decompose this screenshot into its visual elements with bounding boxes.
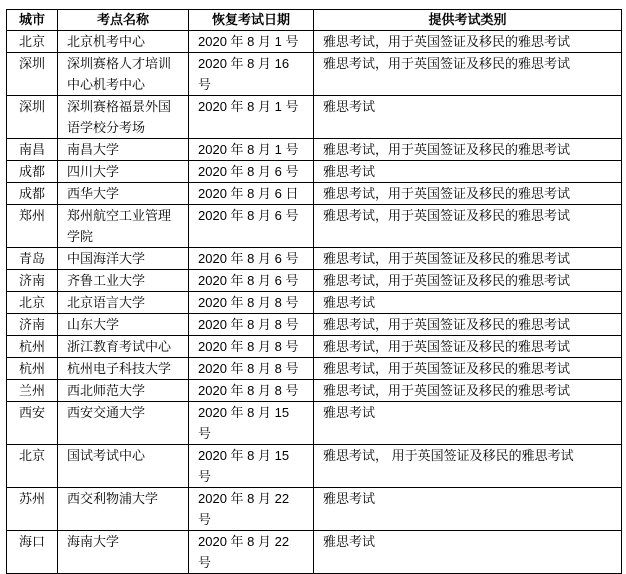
center-name-cell: 浙江教育考试中心	[58, 336, 189, 358]
resume-date-cell: 2020 年 8 月 15 号	[189, 445, 314, 488]
city-cell: 南昌	[7, 139, 58, 161]
table-row	[7, 205, 622, 248]
table-row	[7, 358, 622, 380]
table-row	[7, 402, 622, 445]
header-cell-center-name: 考点名称	[58, 10, 189, 31]
center-name-cell: 西北师范大学	[58, 380, 189, 402]
resume-date-cell: 2020 年 8 月 16 号	[189, 53, 314, 96]
center-name-cell: 国试考试中心	[58, 445, 189, 488]
city-cell: 海口	[7, 531, 58, 574]
city-cell: 成都	[7, 161, 58, 183]
city-cell: 西安	[7, 402, 58, 445]
table-row	[7, 270, 622, 292]
table-row	[7, 31, 622, 53]
table-row	[7, 183, 622, 205]
exam-types-cell: 雅思考试，用于英国签证及移民的雅思考试	[314, 270, 622, 292]
resume-date-cell: 2020 年 8 月 8 号	[189, 336, 314, 358]
resume-date-cell: 2020 年 8 月 6 号	[189, 270, 314, 292]
table-row	[7, 292, 622, 314]
header-row	[7, 10, 622, 31]
center-name-cell: 深圳赛格福景外国语学校分考场	[58, 96, 189, 139]
resume-date-cell: 2020 年 8 月 1 号	[189, 139, 314, 161]
exam-types-cell: 雅思考试	[314, 292, 622, 314]
table-row	[7, 161, 622, 183]
resume-date-cell: 2020 年 8 月 6 号	[189, 161, 314, 183]
city-cell: 成都	[7, 183, 58, 205]
exam-types-cell: 雅思考试， 用于英国签证及移民的雅思考试	[314, 445, 622, 488]
city-cell: 北京	[7, 292, 58, 314]
center-name-cell: 杭州电子科技大学	[58, 358, 189, 380]
center-name-cell: 西华大学	[58, 183, 189, 205]
center-name-cell: 深圳赛格人才培训中心机考中心	[58, 53, 189, 96]
center-name-cell: 中国海洋大学	[58, 248, 189, 270]
resume-date-cell: 2020 年 8 月 8 号	[189, 292, 314, 314]
exam-types-cell: 雅思考试，用于英国签证及移民的雅思考试	[314, 205, 622, 248]
exam-types-cell: 雅思考试，用于英国签证及移民的雅思考试	[314, 53, 622, 96]
exam-centers-table-container	[6, 9, 622, 574]
header-cell-resume-date: 恢复考试日期	[189, 10, 314, 31]
table-row	[7, 488, 622, 531]
exam-types-cell: 雅思考试	[314, 488, 622, 531]
table-row	[7, 314, 622, 336]
city-cell: 杭州	[7, 336, 58, 358]
table-row	[7, 96, 622, 139]
exam-types-cell: 雅思考试，用于英国签证及移民的雅思考试	[314, 380, 622, 402]
city-cell: 杭州	[7, 358, 58, 380]
exam-types-cell: 雅思考试，用于英国签证及移民的雅思考试	[314, 358, 622, 380]
city-cell: 济南	[7, 270, 58, 292]
center-name-cell: 山东大学	[58, 314, 189, 336]
center-name-cell: 西交利物浦大学	[58, 488, 189, 531]
table-row	[7, 248, 622, 270]
center-name-cell: 北京语言大学	[58, 292, 189, 314]
exam-types-cell: 雅思考试，用于英国签证及移民的雅思考试	[314, 31, 622, 53]
exam-types-cell: 雅思考试，用于英国签证及移民的雅思考试	[314, 139, 622, 161]
exam-types-cell: 雅思考试	[314, 161, 622, 183]
city-cell: 兰州	[7, 380, 58, 402]
resume-date-cell: 2020 年 8 月 6 号	[189, 205, 314, 248]
center-name-cell: 南昌大学	[58, 139, 189, 161]
city-cell: 深圳	[7, 96, 58, 139]
center-name-cell: 齐鲁工业大学	[58, 270, 189, 292]
resume-date-cell: 2020 年 8 月 8 号	[189, 314, 314, 336]
table-row	[7, 531, 622, 574]
resume-date-cell: 2020 年 8 月 8 号	[189, 358, 314, 380]
center-name-cell: 北京机考中心	[58, 31, 189, 53]
exam-types-cell: 雅思考试	[314, 531, 622, 574]
exam-types-cell: 雅思考试，用于英国签证及移民的雅思考试	[314, 183, 622, 205]
resume-date-cell: 2020 年 8 月 1 号	[189, 96, 314, 139]
exam-types-cell: 雅思考试，用于英国签证及移民的雅思考试	[314, 336, 622, 358]
center-name-cell: 四川大学	[58, 161, 189, 183]
resume-date-cell: 2020 年 8 月 22 号	[189, 531, 314, 574]
resume-date-cell: 2020 年 8 月 6 号	[189, 248, 314, 270]
exam-centers-table	[6, 9, 622, 574]
exam-types-cell: 雅思考试	[314, 402, 622, 445]
city-cell: 郑州	[7, 205, 58, 248]
resume-date-cell: 2020 年 8 月 15 号	[189, 402, 314, 445]
resume-date-cell: 2020 年 8 月 6 日	[189, 183, 314, 205]
header-cell-city: 城市	[7, 10, 58, 31]
resume-date-cell: 2020 年 8 月 22 号	[189, 488, 314, 531]
city-cell: 北京	[7, 445, 58, 488]
table-row	[7, 380, 622, 402]
table-row	[7, 53, 622, 96]
table-row	[7, 336, 622, 358]
city-cell: 北京	[7, 31, 58, 53]
exam-types-cell: 雅思考试，用于英国签证及移民的雅思考试	[314, 248, 622, 270]
resume-date-cell: 2020 年 8 月 8 号	[189, 380, 314, 402]
table-body	[7, 31, 622, 574]
center-name-cell: 西安交通大学	[58, 402, 189, 445]
city-cell: 深圳	[7, 53, 58, 96]
city-cell: 青岛	[7, 248, 58, 270]
center-name-cell: 海南大学	[58, 531, 189, 574]
city-cell: 苏州	[7, 488, 58, 531]
city-cell: 济南	[7, 314, 58, 336]
header-cell-exam-types: 提供考试类别	[314, 10, 622, 31]
center-name-cell: 郑州航空工业管理学院	[58, 205, 189, 248]
table-header	[7, 10, 622, 31]
exam-types-cell: 雅思考试	[314, 96, 622, 139]
resume-date-cell: 2020 年 8 月 1 号	[189, 31, 314, 53]
exam-types-cell: 雅思考试，用于英国签证及移民的雅思考试	[314, 314, 622, 336]
table-row	[7, 139, 622, 161]
table-row	[7, 445, 622, 488]
